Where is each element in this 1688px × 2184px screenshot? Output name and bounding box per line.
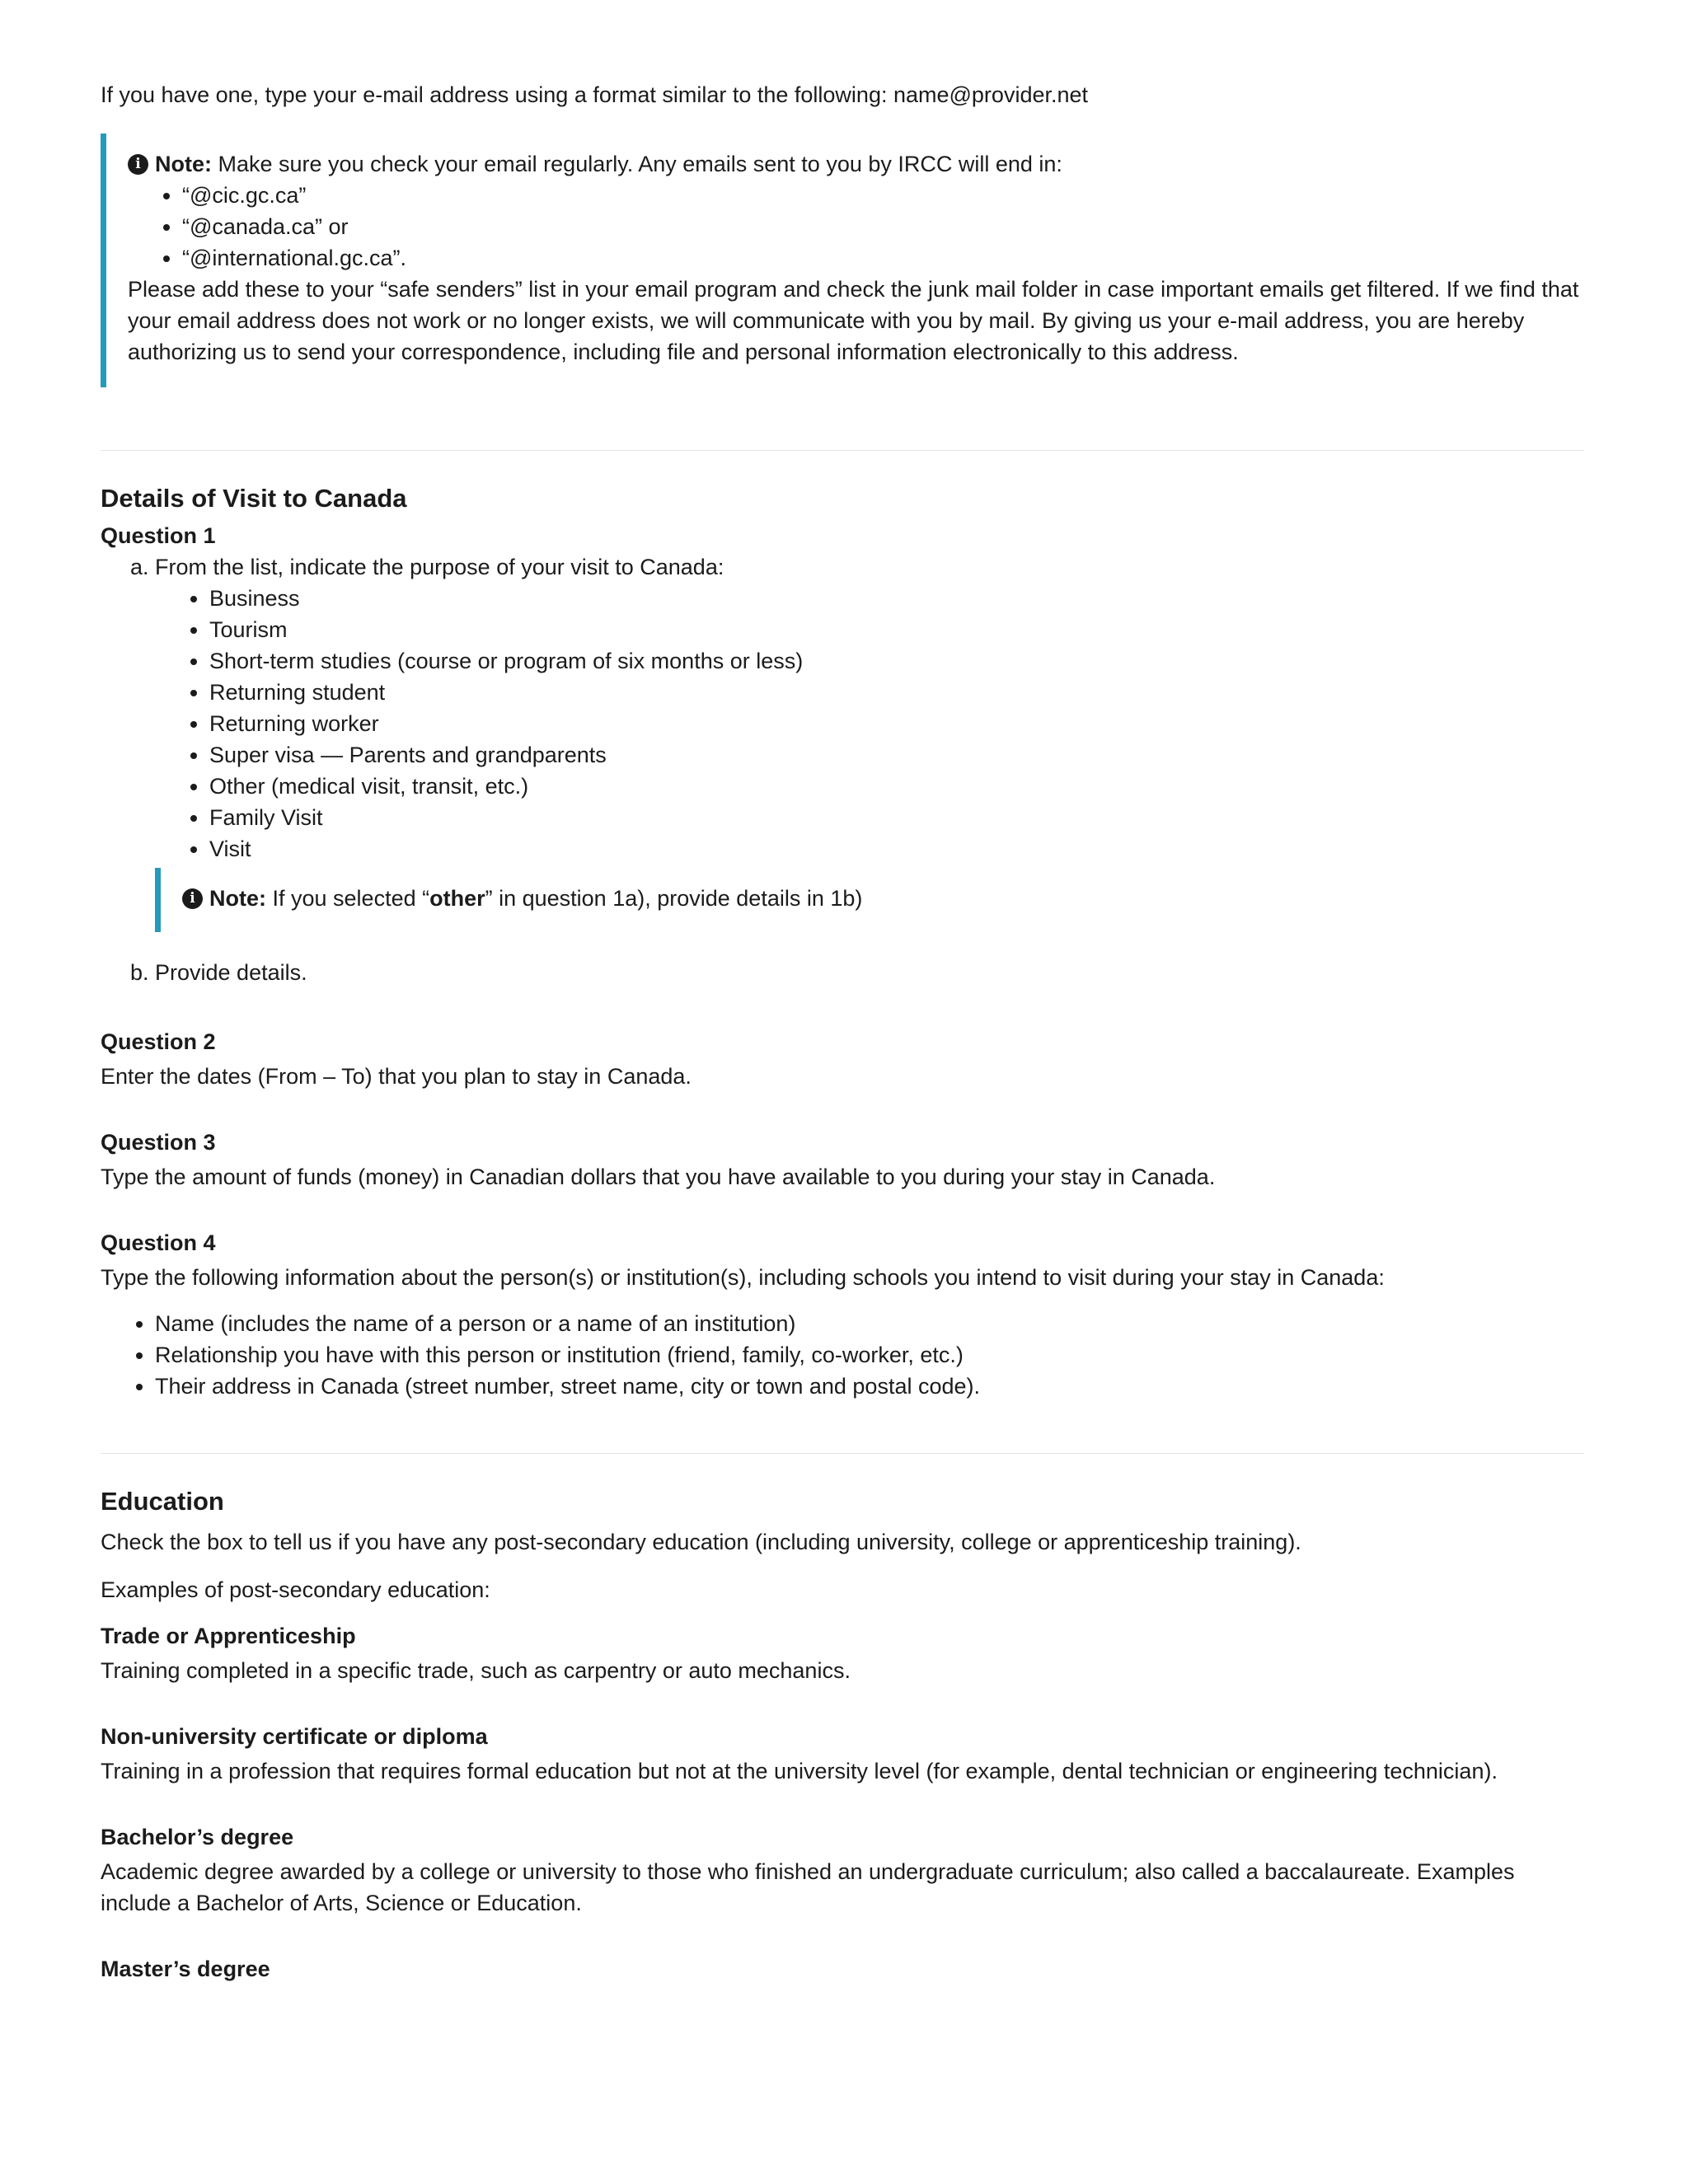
bachelor-text: Academic degree awarded by a college or university to those who finished an undergraduate curriculum; also called a baccalaureate. Examples include a Bachelor of Arts, Science or Education.: [101, 1859, 1515, 1915]
list-item: • Name (includes the name of a person or a name of an institution): [155, 1308, 1584, 1339]
bachelor-title: Bachelor’s degree: [101, 1825, 294, 1849]
visit-info-list: [101, 1308, 1584, 1402]
info-icon: i: [182, 888, 203, 909]
question-4-title: Question 4: [101, 1230, 216, 1255]
domain-list: [128, 180, 1584, 274]
purpose-list: [155, 583, 1584, 865]
list-item: • “@international.gc.ca”.: [182, 242, 1584, 274]
visit-heading: Details of Visit to Canada: [101, 484, 407, 513]
trade-text: Training completed in a specific trade, such as carpentry or auto mechanics.: [101, 1658, 851, 1683]
email-note-header: [128, 148, 1584, 180]
trade-title: Trade or Apprenticeship: [101, 1624, 356, 1648]
list-item: • Super visa — Parents and grandparents: [209, 739, 1584, 771]
question-1b: [155, 957, 1584, 988]
note-text: Make sure you check your email regularly. Any emails sent to you by IRCC will end in:: [212, 152, 1062, 176]
note-text-post: ” in question 1a), provide details in 1b): [485, 886, 863, 911]
list-item: • Other (medical visit, transit, etc.): [209, 771, 1584, 802]
question-2-text: Enter the dates (From – To) that you plan to stay in Canada.: [101, 1064, 692, 1089]
nonuni-title: Non-university certificate or diploma: [101, 1724, 488, 1749]
list-item: • Business: [209, 583, 1584, 614]
list-item: • Returning student: [209, 677, 1584, 708]
note-label: Note:: [209, 886, 266, 911]
info-icon: i: [128, 154, 148, 175]
note-text-bold: other: [429, 886, 485, 911]
other-note: [155, 868, 1584, 932]
email-intro: If you have one, type your e-mail address using a format similar to the following: name@provider.net: [101, 82, 1089, 107]
list-item: • “@canada.ca” or: [182, 211, 1584, 242]
question-1a-text: From the list, indicate the purpose of your visit to Canada:: [155, 555, 724, 579]
education-intro: Check the box to tell us if you have any post-secondary education (including university, college or apprenticeship training).: [101, 1530, 1301, 1554]
question-4-text: Type the following information about the person(s) or institution(s), including schools you intend to visit during your stay in Canada:: [101, 1265, 1385, 1290]
form-guide-page: [101, 79, 1584, 1985]
list-item: • “@cic.gc.ca”: [182, 180, 1584, 211]
question-1-title: Question 1: [101, 523, 216, 548]
list-item: • Family Visit: [209, 802, 1584, 833]
list-item: • Visit: [209, 833, 1584, 865]
list-item: • Short-term studies (course or program of six months or less): [209, 645, 1584, 677]
education-heading: Education: [101, 1487, 224, 1516]
note-text-pre: If you selected “: [266, 886, 430, 911]
section-divider: [101, 450, 1584, 451]
email-note: [101, 134, 1584, 387]
list-item: • Returning worker: [209, 708, 1584, 739]
master-title: Master’s degree: [101, 1957, 270, 1981]
list-item: • Tourism: [209, 614, 1584, 645]
question-1-parts: [101, 551, 1584, 988]
education-examples-label: Examples of post-secondary education:: [101, 1577, 490, 1602]
question-3-title: Question 3: [101, 1130, 216, 1155]
note-label: Note:: [155, 152, 212, 176]
nonuni-text: Training in a profession that requires formal education but not at the university level (for example, dental technician or engineering technician).: [101, 1759, 1498, 1783]
question-1a: [155, 551, 1584, 932]
question-2-title: Question 2: [101, 1029, 216, 1054]
list-item: • Relationship you have with this person or institution (friend, family, co-worker, etc.): [155, 1339, 1584, 1371]
note-body: Please add these to your “safe senders” list in your email program and check the junk mail folder in case important emails get filtered. If we find that your email address does not work or no longer exists, we will communicate with you by mail. By giving us your e-mail address, you are hereby authorizing us to send your correspondence, including file and personal information electronically to this address.: [128, 277, 1579, 364]
other-note-header: [182, 883, 1584, 914]
list-item: • Their address in Canada (street number, street name, city or town and postal code).: [155, 1371, 1584, 1402]
section-divider: [101, 1453, 1584, 1454]
question-3-text: Type the amount of funds (money) in Canadian dollars that you have available to you during your stay in Canada.: [101, 1165, 1216, 1189]
question-1b-text: Provide details.: [155, 960, 307, 985]
